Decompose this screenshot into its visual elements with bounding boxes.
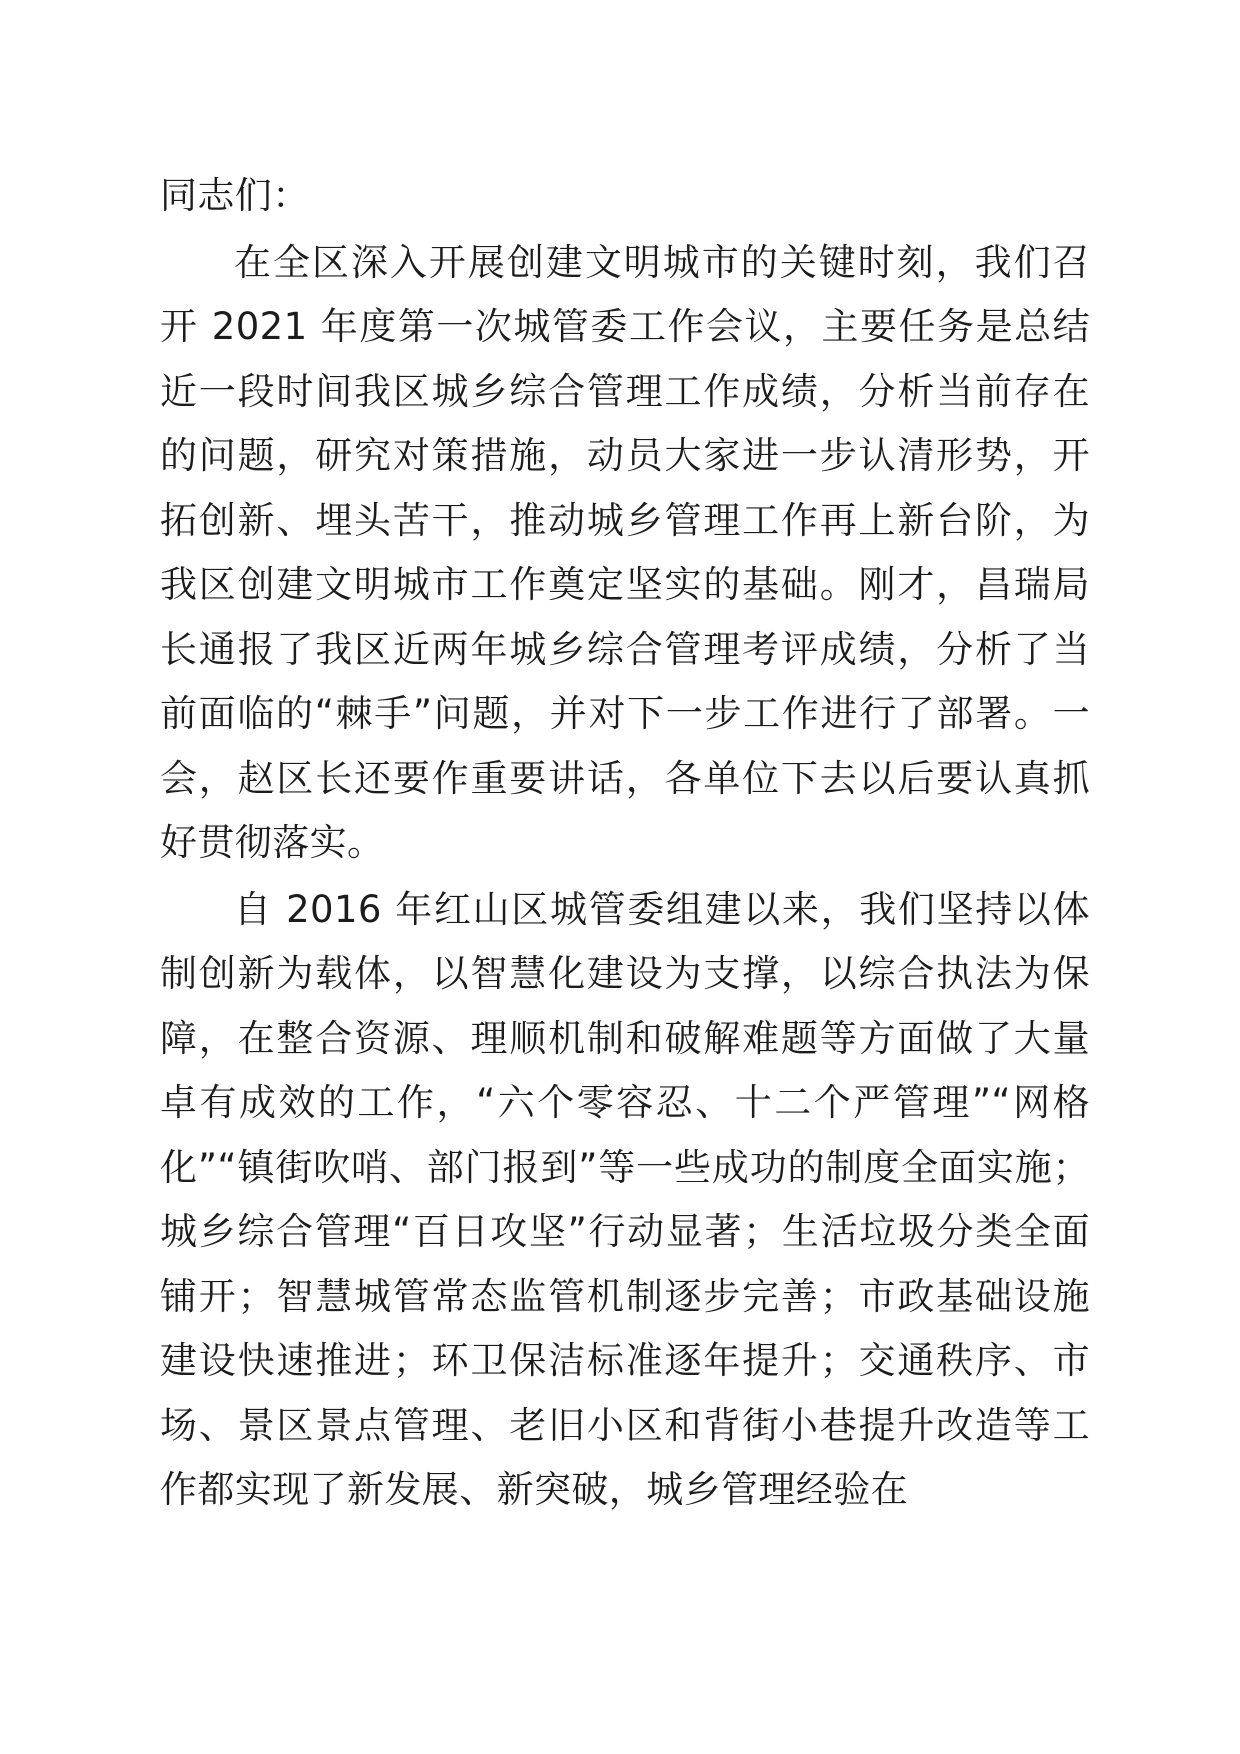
paragraph-opening: 在全区深入开展创建文明城市的关键时刻，我们召开 2021 年度第一次城管委工作会议，主要任务是总结近一段时间我区城乡综合管理工作成绩，分析当前存在的问题，研究对策措施，动员大家进一步认清形势，开拓创新、埋头苦干，推动城乡管理工作再上新台阶，为我区创建文明城市工作奠定坚实的基础。刚才，昌瑞局长通报了我区近两年城乡综合管理考评成绩，分析了当前面临的“棘手”问题，并对下一步工作进行了部署。一会，赵区长还要作重要讲话，各单位下去以后要认真抓好贯彻落实。: [160, 240, 1090, 864]
paragraph-achievements: 自 2016 年红山区城管委组建以来，我们坚持以体制创新为载体，以智慧化建设为支撑，以综合执法为保障，在整合资源、理顺机制和破解难题等方面做了大量卓有成效的工作，“六个零容忍、十二个严管理”“网格化”“镇街吹哨、部门报到”等一些成功的制度全面实施；城乡综合管理“百日攻坚”行动显著；生活垃圾分类全面铺开；智慧城管常态监管机制逐步完善；市政基础设施建设快速推进；环卫保洁标准逐年提升；交通秩序、市场、景区景点管理、老旧小区和背街小巷提升改造等工作都实现了新发展、新突破，城乡管理经验在: [160, 887, 1090, 1511]
document-body: [160, 164, 1090, 1523]
salutation: 同志们：: [160, 174, 310, 217]
